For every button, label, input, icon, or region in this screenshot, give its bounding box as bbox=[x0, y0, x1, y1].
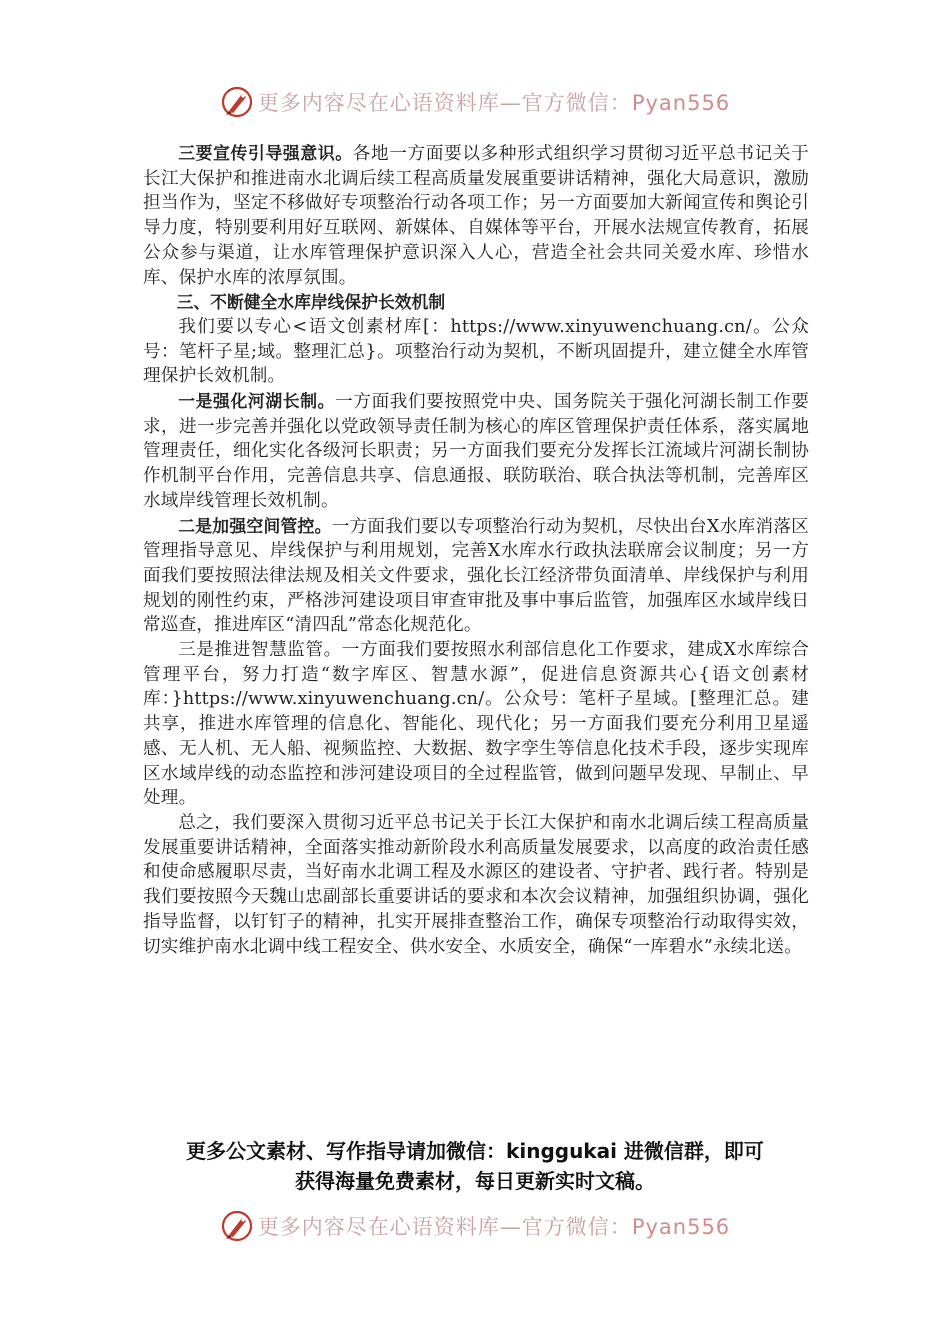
paragraph-text: 三是推进智慧监管。一方面我们要按照水利部信息化工作要求，建成X水库综合管理平台，努力打造“数字库区、智慧水源”，促进信息资源共心{语文创素材库：}https://www.xinyuwenchuang.cn/。公众号：笔杆子星域。[整理汇总。建共享，推进水库管理的信息化、智能化、现代化；另一方面我们要充分利用卫星遥感、无人机、无人船、视频监控、大数据、数字孪生等信息化技术手段，逐步实现库区水域岸线的动态监控和涉河建设项目的全过程监管，做到问题早发现、早制止、早处理。 bbox=[143, 640, 809, 809]
brand-wechat-id: Pyan556 bbox=[631, 91, 731, 115]
paragraph-publicity bbox=[143, 141, 809, 290]
brand-slogan bbox=[258, 87, 730, 117]
paragraph-river-chief bbox=[143, 389, 809, 514]
pen-nib-logo-icon bbox=[220, 85, 254, 119]
brand-text: 更多内容尽在心语资料库—官方微信： bbox=[257, 1215, 632, 1239]
paragraph-text: 总之，我们要深入贯彻习近平总书记关于长江大保护和南水北调后续工程高质量发展重要讲话精神，全面落实推动新阶段水利高质量发展要求，以高度的政治责任感和使命感履职尽责，当好南水北调工程及水源区的建设者、守护者、践行者。特别是我们要按照今天魏山忠副部长重要讲话的要求和本次会议精神，加强组织协调，强化指导监督，以钉钉子的精神，扎实开展排查整治工作，确保专项整治行动取得实效，切实维护南水北调中线工程安全、供水安全、水质安全，确保“一库碧水”永续北送。 bbox=[143, 812, 809, 957]
brand-wechat-id: Pyan556 bbox=[631, 1215, 731, 1239]
document-body bbox=[143, 141, 809, 959]
paragraph-spatial-control bbox=[143, 514, 809, 639]
paragraph-lead: 三要宣传引导强意识。 bbox=[178, 143, 353, 163]
header-brand-banner bbox=[0, 82, 950, 122]
footer-brand-banner bbox=[0, 1206, 950, 1246]
brand-text: 更多内容尽在心语资料库—官方微信： bbox=[257, 91, 632, 115]
paragraph-lead: 一是强化河湖长制。 bbox=[178, 391, 336, 412]
pen-nib-logo-icon bbox=[220, 1209, 254, 1243]
promo-line-1: 更多公文素材、写作指导请加微信：kinggukai 进微信群，即可 bbox=[186, 1139, 764, 1163]
section-heading: 三、不断健全水库岸线保护长效机制 bbox=[176, 292, 446, 313]
paragraph-text: 一方面我们要按照党中央、国务院关于强化河湖长制工作要求，进一步完善并强化以党政领导责任制为核心的库区管理保护责任体系，落实属地管理责任，细化实化各级河长职责；另一方面我们要充分发挥长江流域片河湖长制协作机制平台作用，完善信息共享、信息通报、联防联治、联合执法等机制，完善库区水域岸线管理长效机制。 bbox=[143, 392, 809, 511]
promo-line-2: 获得海量免费素材，每日更新实时文稿。 bbox=[295, 1169, 655, 1193]
paragraph-intro bbox=[143, 315, 809, 389]
promo-notice bbox=[0, 1136, 950, 1196]
paragraph-text: 一方面我们要以专项整治行动为契机，尽快出台X水库消落区管理指导意见、岸线保护与利用规划，完善X水库水行政执法联席会议制度；另一方面我们要按照法律法规及相关文件要求，强化长江经济带负面清单、岸线保护与利用规划的刚性约束，严格涉河建设项目审查审批及事中事后监管，加强库区水域岸线日常巡查，推进库区“清四乱”常态化规范化。 bbox=[143, 516, 809, 636]
paragraph-text: 我们要以专心<语文创素材库[：https://www.xinyuwenchuang.cn/。公众号：笔杆子星;域。整理汇总}。项整治行动为契机，不断巩固提升，建立健全水库管理保护长效机制。 bbox=[143, 316, 809, 387]
paragraph-smart-supervision bbox=[143, 638, 809, 811]
paragraph-conclusion bbox=[143, 811, 809, 959]
paragraph-lead: 二是加强空间管控。 bbox=[178, 515, 332, 536]
brand-slogan bbox=[258, 1211, 730, 1241]
paragraph-text: 各地一方面要以多种形式组织学习贯彻习近平总书记关于长江大保护和推进南水北调后续工程高质量发展重要讲话精神，强化大局意识，激励担当作为，坚定不移做好专项整治行动各项工作；另一方面要加大新闻宣传和舆论引导力度，特别要利用好互联网、新媒体、自媒体等平台，开展水法规宣传教育，拓展公众参与渠道，让水库管理保护意识深入人心，营造全社会共同关爱水库、珍惜水库、保护水库的浓厚氛围。 bbox=[143, 144, 809, 288]
